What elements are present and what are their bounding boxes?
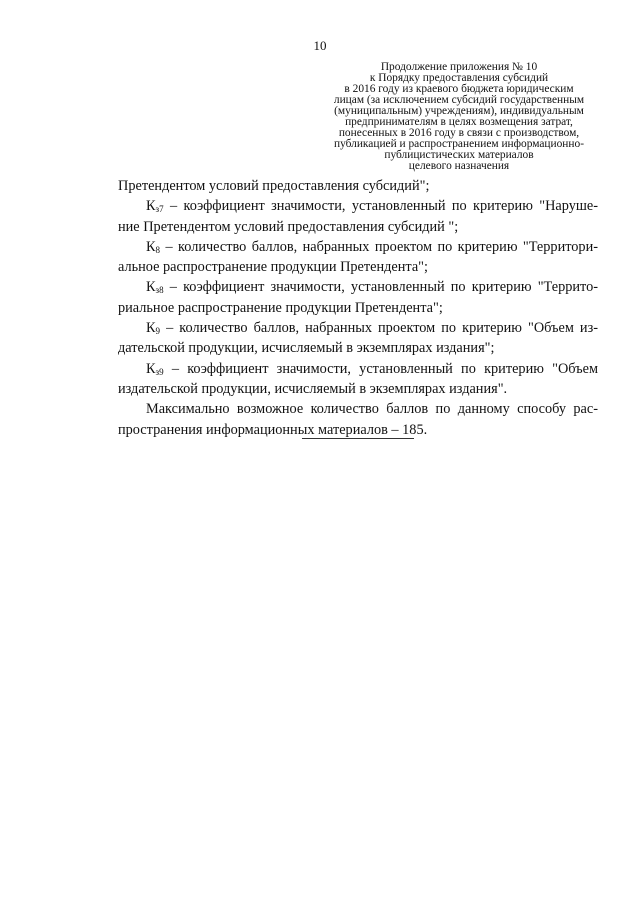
paragraph-text: – количество баллов, набранных проектом по критерию "Территори- — [160, 238, 598, 255]
paragraph-k9-second-line: дательской продукции, исчисляемый в экземплярах издания"; — [118, 340, 495, 357]
coefficient-subscript: з9 — [155, 366, 164, 377]
end-divider — [302, 438, 414, 439]
paragraph-kz9-first-line — [118, 359, 598, 379]
coefficient-subscript: 9 — [155, 326, 161, 337]
header-line: понесенных в 2016 году в связи с производством, — [338, 127, 580, 139]
coefficient-symbol: К — [146, 279, 156, 296]
paragraph-kz7-second-line: ние Претендентом условий предоставления субсидий "; — [118, 218, 459, 235]
paragraph-max-first-line: Максимально возможное количество баллов по данному способу рас- — [146, 401, 598, 418]
paragraph-text: – коэффициент значимости, установленный по критерию "Наруше- — [163, 198, 598, 215]
coefficient-subscript: з8 — [155, 285, 164, 296]
header-line: Продолжение приложения № 10 — [380, 61, 538, 73]
header-line: целевого назначения — [408, 160, 510, 172]
paragraph-kz7-first-line — [118, 196, 598, 216]
header-line: в 2016 году из краевого бюджета юридическим — [344, 83, 574, 95]
page-number: 10 — [313, 38, 327, 53]
coefficient-symbol: К — [146, 198, 156, 215]
body-line: Претендентом условий предоставления субсидий"; — [118, 178, 430, 194]
paragraph-kz9-second-line: издательской продукции, исчисляемый в экземплярах издания". — [118, 380, 508, 397]
coefficient-subscript: з7 — [155, 204, 164, 215]
paragraph-k8-second-line: альное распространение продукции Претендента"; — [118, 259, 428, 276]
header-line: публицистических материалов — [384, 149, 534, 161]
paragraph-text: – количество баллов, набранных проектом по критерию "Объем из- — [160, 320, 598, 337]
coefficient-symbol: К — [146, 320, 156, 337]
coefficient-symbol: К — [146, 238, 156, 255]
coefficient-symbol: К — [146, 360, 156, 377]
paragraph-text: – коэффициент значимости, установленный по критерию "Объем — [163, 360, 598, 377]
header-line: предпринимателям в целях возмещения затрат, — [345, 116, 573, 128]
paragraph-kz8-second-line: риальное распространение продукции Претендента"; — [118, 299, 443, 316]
paragraph-max-second-line: пространения информационных материалов – 185. — [118, 421, 428, 438]
paragraph-k8-first-line — [118, 237, 598, 257]
header-line: лицам (за исключением субсидий государственным — [333, 94, 585, 106]
coefficient-subscript: 8 — [155, 244, 161, 255]
paragraph-text: – коэффициент значимости, установленный по критерию "Террито- — [163, 279, 598, 296]
header-line: (муниципальным) учреждениям), индивидуальным — [334, 105, 584, 117]
document-body — [118, 176, 598, 440]
paragraph-k9-first-line — [118, 318, 598, 338]
header-line: публикацией и распространением информационно- — [334, 138, 584, 150]
appendix-header — [300, 62, 618, 172]
paragraph-kz8-first-line — [118, 277, 598, 297]
header-line: к Порядку предоставления субсидий — [369, 72, 549, 84]
